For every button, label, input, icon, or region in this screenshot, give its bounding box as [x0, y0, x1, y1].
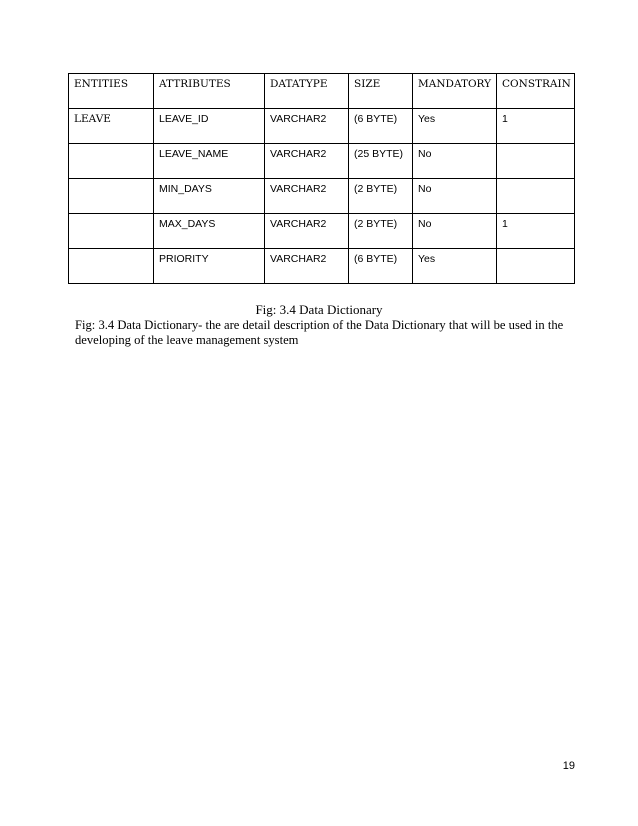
table-cell: (6 BYTE)	[349, 109, 413, 144]
table-cell: No	[413, 214, 497, 249]
table-cell	[69, 144, 154, 179]
table-cell: (2 BYTE)	[349, 214, 413, 249]
data-dictionary-table	[68, 73, 575, 284]
table-cell: VARCHAR2	[265, 144, 349, 179]
table-cell: PRIORITY	[154, 249, 265, 284]
table-row	[69, 109, 575, 144]
table-cell: VARCHAR2	[265, 179, 349, 214]
header-size: SIZE	[349, 74, 413, 109]
table-row	[69, 249, 575, 284]
table-cell: (2 BYTE)	[349, 179, 413, 214]
table-cell	[69, 179, 154, 214]
table-cell: LEAVE	[69, 109, 154, 144]
table-cell: (25 BYTE)	[349, 144, 413, 179]
table-cell: VARCHAR2	[265, 109, 349, 144]
table-row	[69, 214, 575, 249]
figure-caption: Fig: 3.4 Data Dictionary	[255, 302, 383, 317]
table-cell: No	[413, 144, 497, 179]
table-cell	[69, 249, 154, 284]
table-cell: 1	[497, 109, 575, 144]
table-cell: LEAVE_ID	[154, 109, 265, 144]
figure-description: Fig: 3.4 Data Dictionary- the are detail description of the Data Dictionary that will be used in the developing of the leave management system	[75, 318, 564, 347]
header-datatype: DATATYPE	[265, 74, 349, 109]
header-attributes: ATTRIBUTES	[154, 74, 265, 109]
table-header-row	[69, 74, 575, 109]
table-cell: LEAVE_NAME	[154, 144, 265, 179]
table-cell	[497, 179, 575, 214]
table-cell	[497, 249, 575, 284]
page-number: 19	[562, 760, 575, 772]
table-cell: No	[413, 179, 497, 214]
table-cell: 1	[497, 214, 575, 249]
table-row	[69, 144, 575, 179]
table-cell: MAX_DAYS	[154, 214, 265, 249]
table-cell	[69, 214, 154, 249]
table-cell: VARCHAR2	[265, 249, 349, 284]
header-mandatory: MANDATORY	[413, 74, 497, 109]
table-cell: MIN_DAYS	[154, 179, 265, 214]
table-row	[69, 179, 575, 214]
header-constrain: CONSTRAIN	[497, 74, 575, 109]
table-cell: VARCHAR2	[265, 214, 349, 249]
table-cell	[497, 144, 575, 179]
header-entities: ENTITIES	[69, 74, 154, 109]
table-cell: Yes	[413, 249, 497, 284]
table-cell: Yes	[413, 109, 497, 144]
table-cell: (6 BYTE)	[349, 249, 413, 284]
